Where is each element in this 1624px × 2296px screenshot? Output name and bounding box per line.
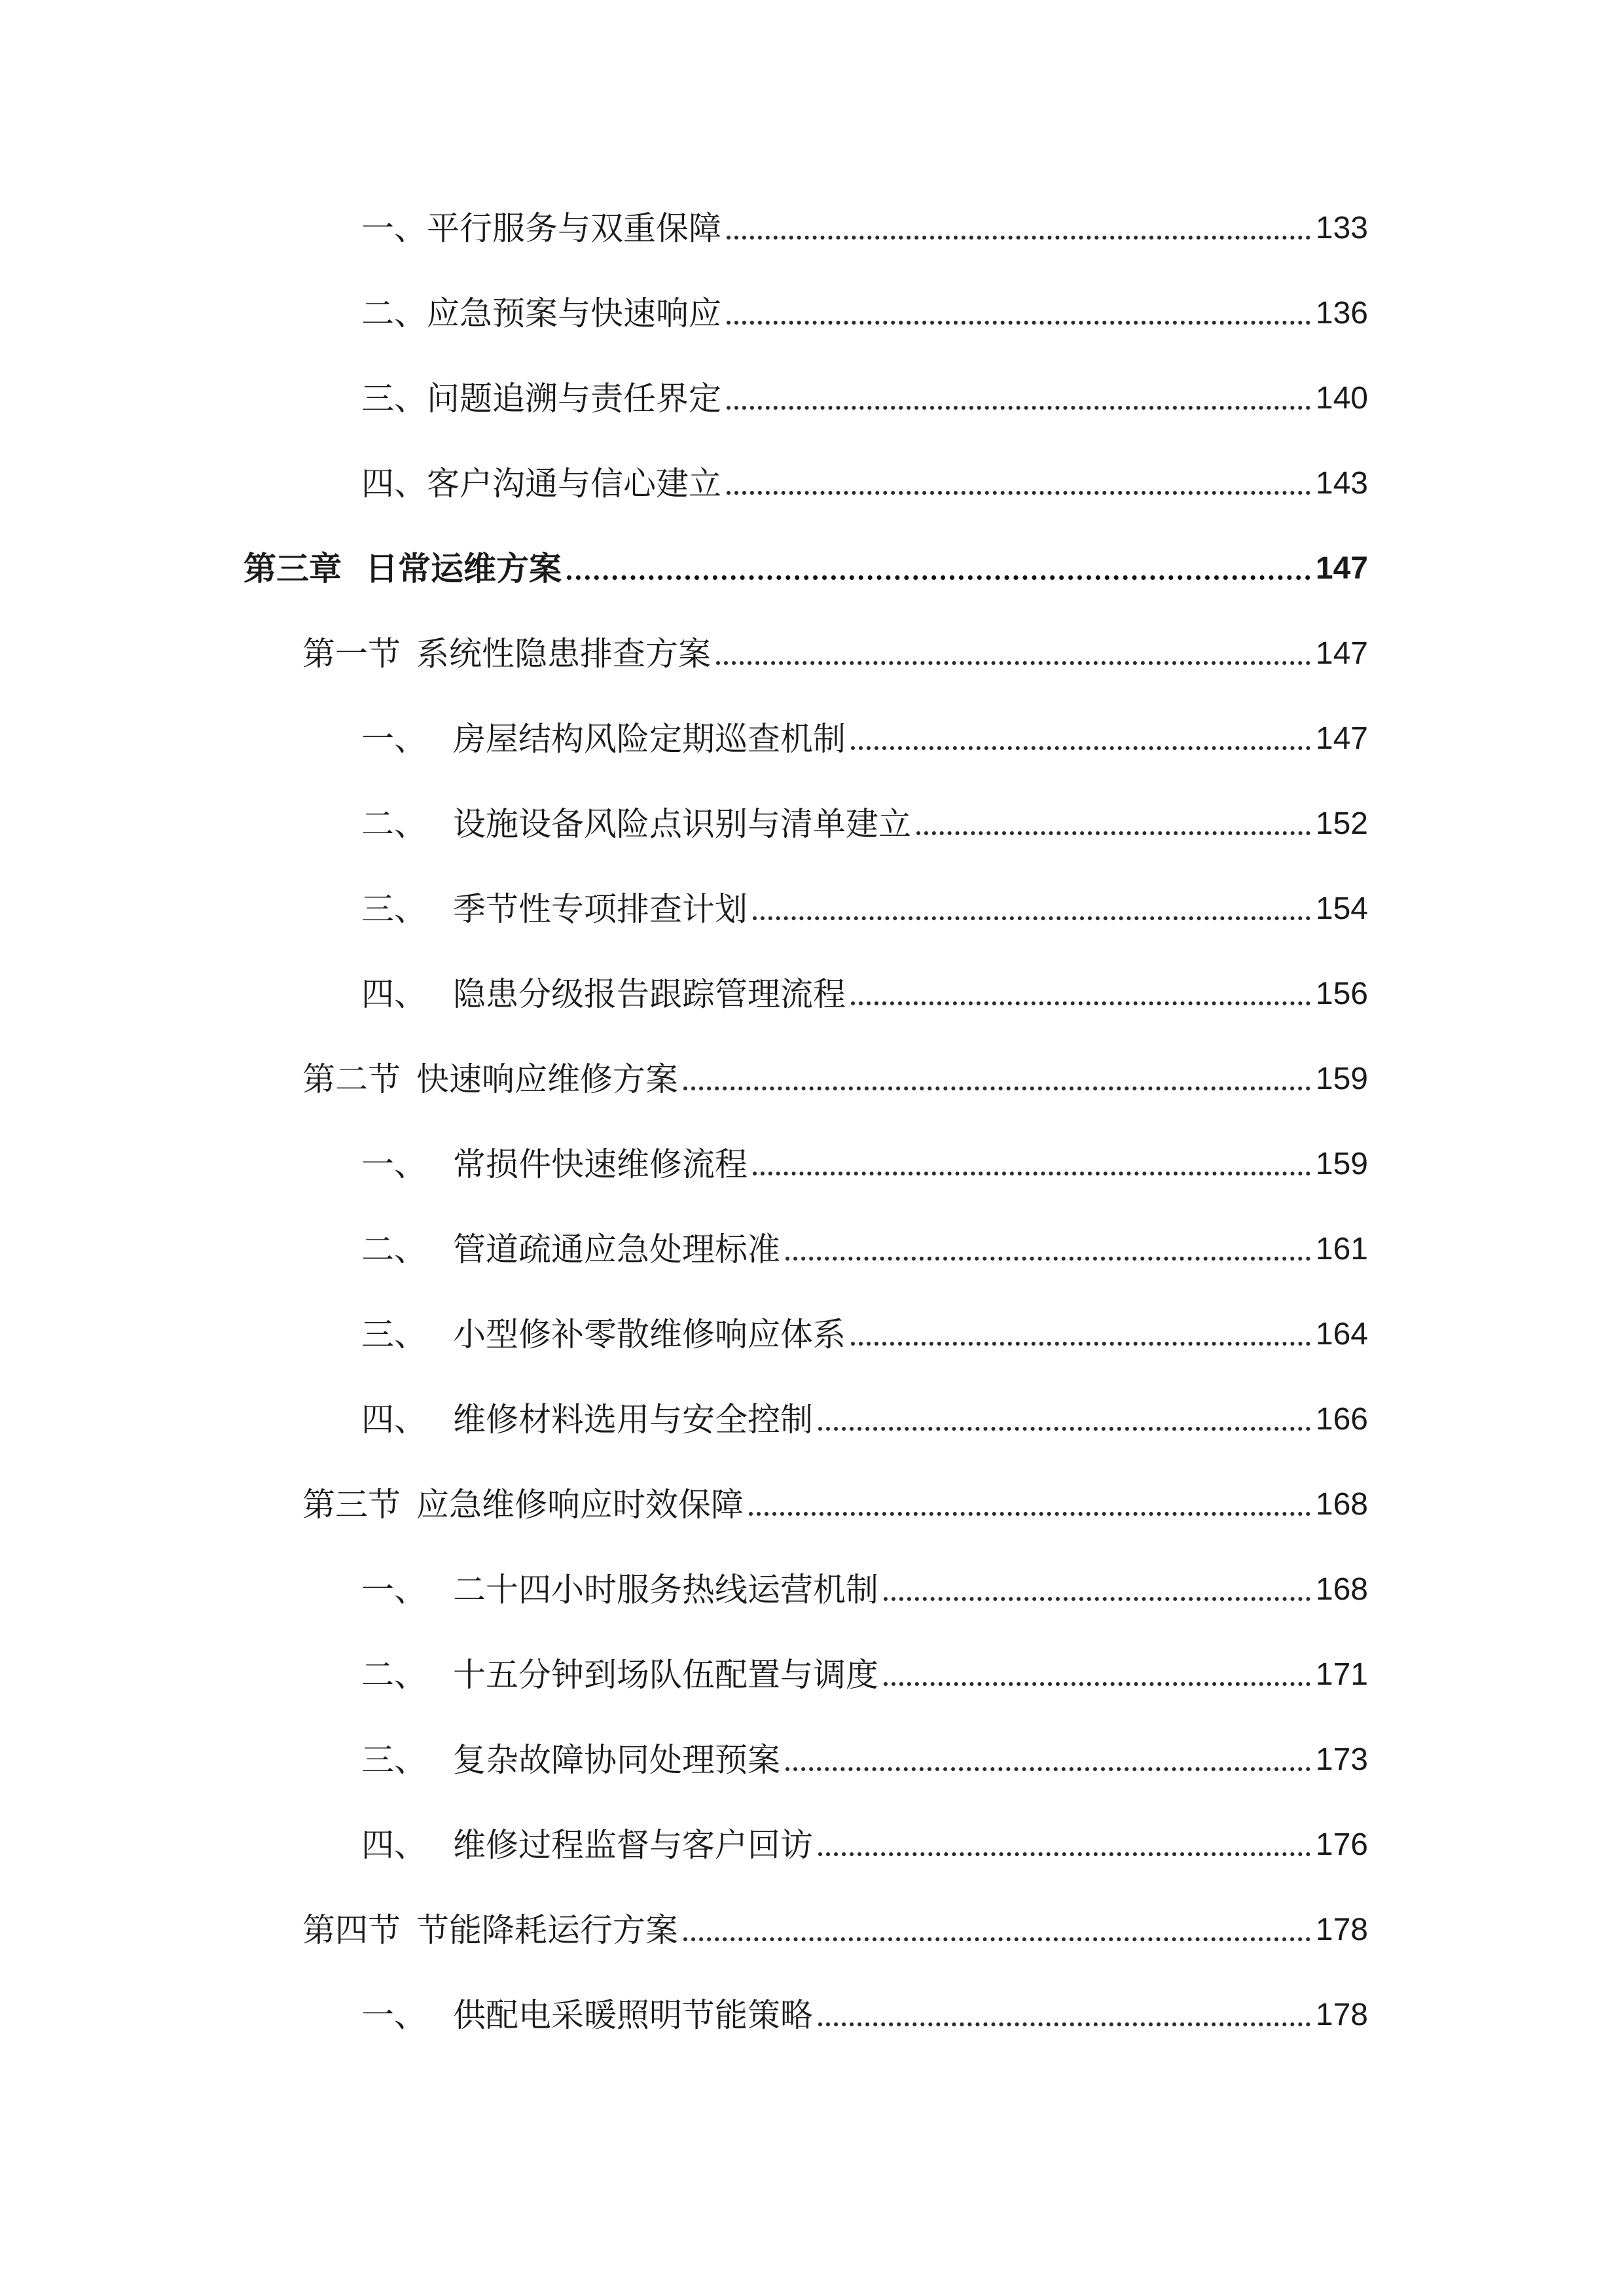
toc-entry[interactable] bbox=[361, 1649, 1368, 1695]
toc-entry-number: 一、 bbox=[361, 1571, 427, 1609]
toc-entry-title: 快速响应维修方案 bbox=[416, 1060, 678, 1098]
toc-entry-page: 168 bbox=[1315, 1487, 1368, 1522]
dot-leader bbox=[851, 1342, 1310, 1346]
toc-entry-number: 一、 bbox=[361, 1145, 427, 1183]
toc-entry[interactable] bbox=[361, 1224, 1368, 1270]
dot-leader bbox=[749, 1512, 1310, 1516]
toc-entry-title: 二十四小时服务热线运营机制 bbox=[453, 1571, 878, 1609]
toc-entry[interactable] bbox=[361, 1564, 1368, 1610]
toc-entry-page: 178 bbox=[1315, 1998, 1368, 2032]
dot-leader bbox=[785, 1257, 1310, 1261]
toc-entry[interactable] bbox=[361, 458, 1368, 504]
dot-leader bbox=[727, 321, 1310, 325]
toc-entry-page: 133 bbox=[1315, 211, 1368, 245]
dot-leader bbox=[716, 661, 1310, 665]
dot-leader bbox=[683, 1937, 1310, 1941]
toc-entry-page: 147 bbox=[1315, 721, 1368, 756]
dot-leader bbox=[727, 236, 1310, 240]
toc-section-entry[interactable] bbox=[302, 1905, 1368, 1950]
toc-entry-page: 173 bbox=[1315, 1742, 1368, 1777]
toc-entry-title: 设施设备风险点识别与清单建立 bbox=[453, 805, 911, 843]
toc-entry-number: 二、 bbox=[361, 1230, 427, 1268]
toc-entry-page: 147 bbox=[1315, 636, 1368, 671]
toc-entry-number: 一、 bbox=[361, 720, 427, 758]
toc-entry-title: 应急预案与快速响应 bbox=[427, 295, 721, 332]
dot-leader bbox=[916, 831, 1310, 835]
dot-leader bbox=[567, 575, 1310, 580]
toc-entry-title: 客户沟通与信心建立 bbox=[427, 465, 721, 503]
toc-entry[interactable] bbox=[361, 1309, 1368, 1355]
toc-entry[interactable] bbox=[361, 1394, 1368, 1440]
toc-chapter-entry[interactable] bbox=[244, 543, 1368, 589]
dot-leader bbox=[818, 1427, 1310, 1431]
dot-leader bbox=[753, 916, 1310, 920]
toc-entry[interactable] bbox=[361, 884, 1368, 929]
toc-entry[interactable] bbox=[361, 713, 1368, 759]
toc-entry-title: 复杂故障协同处理预案 bbox=[453, 1741, 780, 1779]
toc-entry-number: 一、 bbox=[361, 209, 427, 247]
dot-leader bbox=[683, 1086, 1310, 1090]
toc-entry-title: 节能降耗运行方案 bbox=[416, 1911, 678, 1949]
toc-section-entry[interactable] bbox=[302, 628, 1368, 674]
toc-entry-title: 供配电采暖照明节能策略 bbox=[453, 1996, 813, 2034]
toc-entry-title: 平行服务与双重保障 bbox=[427, 209, 721, 247]
toc-entry-number: 三、 bbox=[361, 890, 427, 928]
toc-entry[interactable] bbox=[361, 1990, 1368, 2036]
toc-entry-page: 166 bbox=[1315, 1402, 1368, 1437]
toc-entry-title: 维修材料选用与安全控制 bbox=[453, 1401, 813, 1439]
toc-entry[interactable] bbox=[361, 798, 1368, 844]
toc-entry-title: 十五分钟到场队伍配置与调度 bbox=[453, 1656, 878, 1694]
dot-leader bbox=[818, 1852, 1310, 1856]
toc-entry[interactable] bbox=[361, 969, 1368, 1014]
toc-section-entry[interactable] bbox=[302, 1054, 1368, 1100]
toc-entry-title: 维修过程监督与客户回访 bbox=[453, 1826, 813, 1864]
toc-entry-page: 156 bbox=[1315, 977, 1368, 1011]
toc-entry-number: 二、 bbox=[361, 295, 427, 332]
toc-entry-number: 四、 bbox=[361, 975, 427, 1013]
toc-entry-title: 系统性隐患排查方案 bbox=[416, 635, 711, 673]
toc-entry-page: 136 bbox=[1315, 296, 1368, 331]
dot-leader bbox=[851, 1001, 1310, 1005]
dot-leader bbox=[851, 746, 1310, 750]
toc-entry-page: 147 bbox=[1315, 551, 1368, 586]
dot-leader bbox=[818, 2022, 1310, 2026]
dot-leader bbox=[727, 491, 1310, 495]
toc-entry-number: 第四节 bbox=[302, 1911, 401, 1949]
toc-entry-title: 小型修补零散维修响应体系 bbox=[453, 1316, 846, 1354]
toc-entry-page: 159 bbox=[1315, 1062, 1368, 1096]
toc-entry-title: 管道疏通应急处理标准 bbox=[453, 1230, 780, 1268]
toc-entry-page: 161 bbox=[1315, 1232, 1368, 1266]
toc-entry-page: 143 bbox=[1315, 466, 1368, 501]
dot-leader bbox=[753, 1172, 1310, 1175]
toc-entry-title: 隐患分级报告跟踪管理流程 bbox=[453, 975, 846, 1013]
toc-entry-page: 154 bbox=[1315, 891, 1368, 926]
toc-entry-number: 三、 bbox=[361, 380, 427, 418]
toc-entry-number: 四、 bbox=[361, 1826, 427, 1864]
toc-entry-title: 应急维修响应时效保障 bbox=[416, 1486, 744, 1524]
toc-entry-number: 四、 bbox=[361, 1401, 427, 1439]
toc-entry-title: 问题追溯与责任界定 bbox=[427, 380, 721, 418]
toc-entry-number: 第一节 bbox=[302, 635, 401, 673]
toc-section-entry[interactable] bbox=[302, 1479, 1368, 1525]
toc-entry-title: 常损件快速维修流程 bbox=[453, 1145, 748, 1183]
toc-entry-page: 178 bbox=[1315, 1912, 1368, 1947]
toc-entry-page: 171 bbox=[1315, 1657, 1368, 1692]
toc-entry-number: 第二节 bbox=[302, 1060, 401, 1098]
toc-entry-page: 159 bbox=[1315, 1147, 1368, 1181]
toc-entry-title: 日常运维方案 bbox=[365, 550, 562, 588]
toc-entry-number: 四、 bbox=[361, 465, 427, 503]
toc-entry-title: 季节性专项排查计划 bbox=[453, 890, 748, 928]
toc-entry[interactable] bbox=[361, 1139, 1368, 1185]
toc-entry-page: 176 bbox=[1315, 1827, 1368, 1862]
toc-entry-number: 一、 bbox=[361, 1996, 427, 2034]
toc-entry[interactable] bbox=[361, 373, 1368, 419]
toc-entry-number: 二、 bbox=[361, 805, 427, 843]
toc-entry-number: 三、 bbox=[361, 1316, 427, 1354]
toc-entry[interactable] bbox=[361, 288, 1368, 334]
toc-entry-title: 房屋结构风险定期巡查机制 bbox=[453, 720, 846, 758]
toc-entry-number: 三、 bbox=[361, 1741, 427, 1779]
toc-entry-number: 第三节 bbox=[302, 1486, 401, 1524]
dot-leader bbox=[727, 406, 1310, 410]
toc-entry[interactable] bbox=[361, 1820, 1368, 1865]
toc-entry-page: 140 bbox=[1315, 381, 1368, 416]
toc-entry-number: 二、 bbox=[361, 1656, 427, 1694]
dot-leader bbox=[884, 1597, 1310, 1601]
toc-entry[interactable] bbox=[361, 203, 1368, 249]
toc-entry-number: 第三章 bbox=[244, 550, 342, 588]
toc-entry-page: 152 bbox=[1315, 806, 1368, 841]
dot-leader bbox=[884, 1682, 1310, 1686]
toc-entry-page: 164 bbox=[1315, 1317, 1368, 1352]
dot-leader bbox=[785, 1767, 1310, 1771]
toc-entry[interactable] bbox=[361, 1734, 1368, 1780]
toc-entry-page: 168 bbox=[1315, 1572, 1368, 1607]
